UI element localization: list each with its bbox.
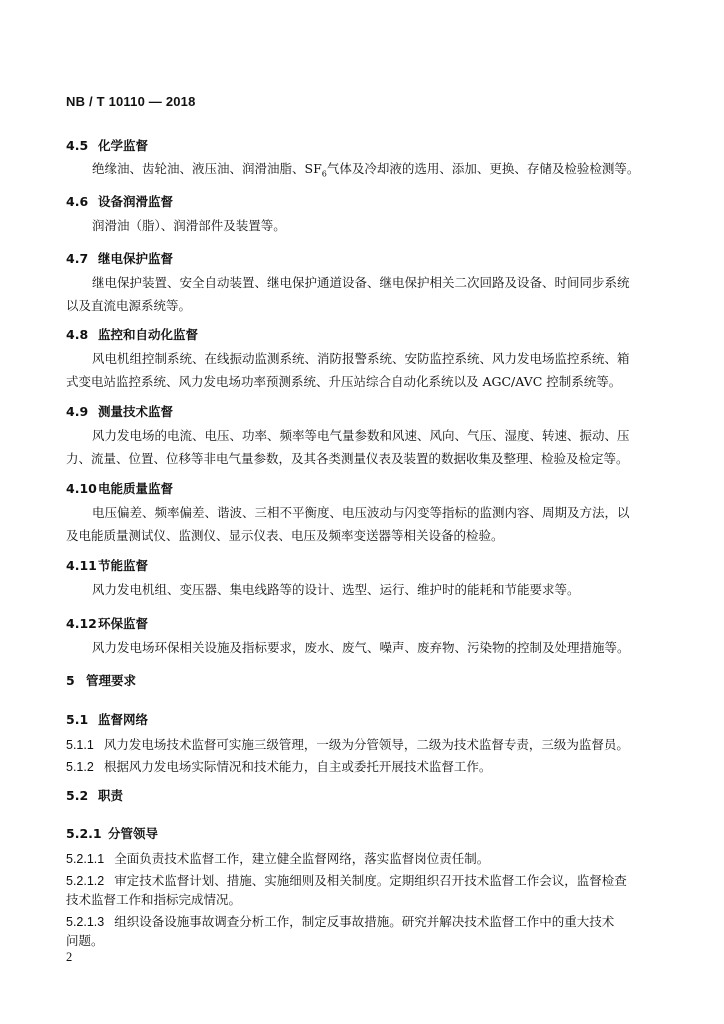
paragraph-4-10-line1: 电压偏差、频率偏差、谐波、三相不平衡度、电压波动与闪变等指标的监测内容、周期及方法，以 xyxy=(92,505,630,520)
paragraph-4-10-line2: 及电能质量测试仪、监测仪、显示仪表、电压及频率变送器等相关设备的检验。 xyxy=(66,528,504,543)
clause-number: 5.2.1.2 xyxy=(66,874,105,888)
heading-title: 职责 xyxy=(98,788,124,803)
heading-number: 4.5 xyxy=(66,138,89,153)
heading-number: 4.9 xyxy=(66,404,89,419)
heading-number: 5.2 xyxy=(66,788,89,803)
clause-number: 5.1.1 xyxy=(66,738,94,752)
clause-5-2-1-2-line2: 技术监督工作和指标完成情况。 xyxy=(66,892,242,907)
clause-text: 根据风力发电场实际情况和技术能力，自主或委托开展技术监督工作。 xyxy=(103,759,492,774)
clause-number: 5.2.1.3 xyxy=(66,915,105,929)
clause-5-2-1-3-line2: 问题。 xyxy=(66,933,104,948)
heading-title: 环保监督 xyxy=(98,616,149,631)
clause-text: 审定技术监督计划、措施、实施细则及相关制度。定期组织召开技术监督工作会议，监督检查 xyxy=(114,873,627,888)
heading-4-7 xyxy=(66,249,173,267)
heading-title: 设备润滑监督 xyxy=(98,194,174,209)
paragraph-4-12: 风力发电场环保相关设施及指标要求，废水、废气、噪声、废弃物、污染物的控制及处理措施等。 xyxy=(92,640,630,655)
heading-title: 测量技术监督 xyxy=(98,404,174,419)
heading-title: 继电保护监督 xyxy=(98,251,174,266)
paragraph-4-9-line2: 力、流量、位置、位移等非电气量参数，及其各类测量仪表及装置的数据收集及整理、检验及检定等。 xyxy=(66,451,629,466)
heading-title: 监督网络 xyxy=(98,712,149,727)
heading-4-6 xyxy=(66,192,173,210)
paragraph-4-11: 风力发电机组、变压器、集电线路等的设计、选型、运行、维护时的能耗和节能要求等。 xyxy=(92,582,580,597)
clause-number: 5.1.2 xyxy=(66,760,94,774)
clause-text: 组织设备设施事故调查分析工作，制定反事故措施。研究并解决技术监督工作中的重大技术 xyxy=(114,914,615,929)
clause-5-1-1 xyxy=(66,733,640,757)
paragraph-4-9-line1: 风力发电场的电流、电压、功率、频率等电气量参数和风速、风向、气压、湿度、转速、振动、压 xyxy=(92,428,630,443)
heading-4-8 xyxy=(66,325,198,343)
clause-5-2-1-1 xyxy=(66,847,640,871)
heading-number: 4.11 xyxy=(66,558,97,573)
heading-title: 化学监督 xyxy=(98,138,149,153)
heading-5-1 xyxy=(66,710,148,728)
heading-number: 4.12 xyxy=(66,616,97,631)
heading-4-11 xyxy=(66,556,148,574)
heading-number: 4.10 xyxy=(66,481,97,496)
heading-number: 5.2.1 xyxy=(66,826,102,841)
paragraph-4-7-line1: 继电保护装置、安全自动装置、继电保护通道设备、继电保护相关二次回路及设备、时间同步系统 xyxy=(92,275,630,290)
heading-4-5 xyxy=(66,136,148,154)
heading-4-10 xyxy=(66,479,173,497)
clause-number: 5.2.1.1 xyxy=(66,852,105,866)
heading-title: 管理要求 xyxy=(86,673,137,688)
heading-title: 监控和自动化监督 xyxy=(98,327,199,342)
heading-number: 5 xyxy=(66,673,75,688)
paragraph-4-8-line1: 风电机组控制系统、在线振动监测系统、消防报警系统、安防监控系统、风力发电场监控系统、箱 xyxy=(92,351,630,366)
paragraph-text: 气体及冷却液的选用、添加、更换、存储及检验检测等。 xyxy=(326,161,640,176)
heading-number: 4.6 xyxy=(66,194,89,209)
clause-text: 全面负责技术监督工作，建立健全监督网络，落实监督岗位责任制。 xyxy=(114,851,490,866)
heading-4-9 xyxy=(66,402,173,420)
heading-5-2-1 xyxy=(66,824,158,842)
paragraph-4-7-line2: 以及直流电源系统等。 xyxy=(66,298,192,313)
heading-4-12 xyxy=(66,614,148,632)
heading-title: 分管领导 xyxy=(108,826,159,841)
heading-title: 电能质量监督 xyxy=(98,481,174,496)
clause-5-1-2 xyxy=(66,755,640,779)
heading-5 xyxy=(66,671,136,689)
subscript: 6 xyxy=(321,169,327,179)
page-number: 2 xyxy=(66,950,73,964)
heading-5-2 xyxy=(66,786,123,804)
paragraph-4-6: 润滑油（脂）、润滑部件及装置等。 xyxy=(92,218,286,233)
paragraph-text: 绝缘油、齿轮油、液压油、润滑油脂、SF xyxy=(92,161,322,176)
clause-text: 风力发电场技术监督可实施三级管理，一级为分管领导，二级为技术监督专责，三级为监督员。 xyxy=(103,737,629,752)
heading-number: 4.8 xyxy=(66,327,89,342)
heading-number: 4.7 xyxy=(66,251,89,266)
heading-number: 5.1 xyxy=(66,712,89,727)
paragraph-4-5 xyxy=(92,157,640,186)
paragraph-4-8-line2: 式变电站监控系统、风力发电场功率预测系统、升压站综合自动化系统以及 AGC/AVC 控制系统等。 xyxy=(66,374,622,389)
heading-title: 节能监督 xyxy=(98,558,149,573)
standard-number: NB / T 10110 — 2018 xyxy=(66,94,196,109)
